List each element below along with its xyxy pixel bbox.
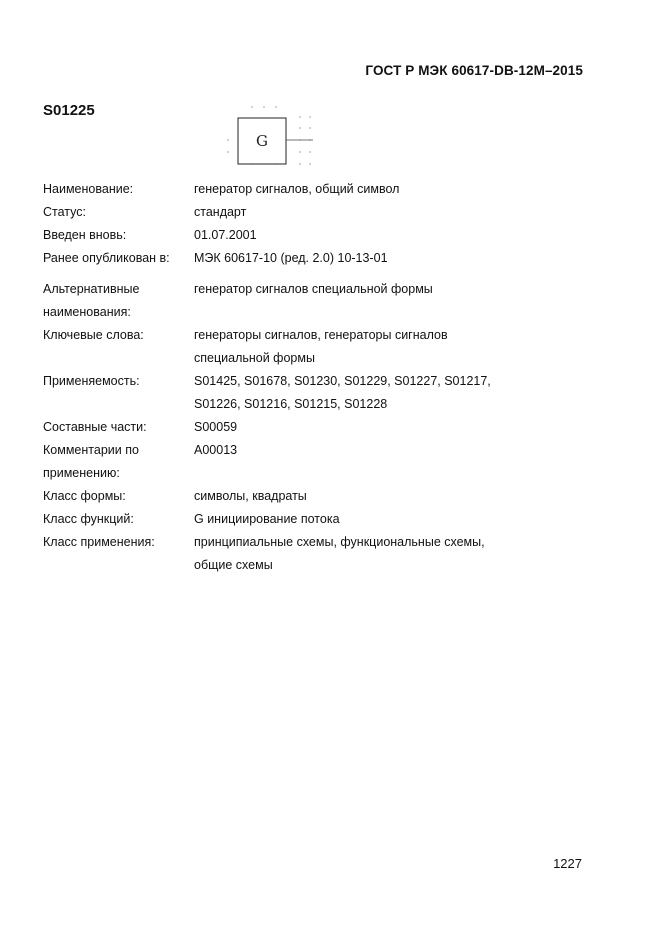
attribute-label: Ключевые слова: (43, 328, 144, 342)
attribute-value: генератор сигналов, общий символ (194, 182, 400, 196)
attribute-row-application-notes (43, 439, 603, 485)
attribute-row-application-class (43, 531, 603, 577)
attribute-row-status (43, 201, 603, 224)
attribute-value: МЭК 60617-10 (ред. 2.0) 10-13-01 (194, 251, 388, 265)
attribute-row-applicability (43, 370, 603, 416)
attribute-row-previously-published (43, 247, 603, 270)
attribute-label: Применяемость: (43, 374, 140, 388)
attribute-label: Класс применения: (43, 535, 155, 549)
attribute-row-introduced (43, 224, 603, 247)
attribute-label: Наименование: (43, 182, 134, 196)
attribute-row-shape-class (43, 485, 603, 508)
attribute-value: S00059 (194, 420, 238, 434)
attribute-label: Составные части: (43, 420, 147, 434)
attribute-value: S01425, S01678, S01230, S01229, S01227, S01217, S01226, S01216, S01215, S01228 (194, 374, 491, 411)
document-header: ГОСТ Р МЭК 60617-DB-12M–2015 (365, 63, 583, 78)
attribute-row-name (43, 178, 603, 201)
attribute-label: Класс формы: (43, 489, 126, 503)
attribute-row-function-class (43, 508, 603, 531)
attribute-label: Статус: (43, 205, 86, 219)
attribute-value: символы, квадраты (194, 489, 307, 503)
attribute-value: G инициирование потока (194, 512, 340, 526)
attribute-row-keywords (43, 324, 603, 370)
symbol-code: S01225 (43, 102, 95, 119)
attribute-label: Класс функций: (43, 512, 134, 526)
symbol-letter: G (256, 132, 268, 150)
attribute-label: Альтернативные наименования: (43, 282, 140, 319)
attribute-row-alternative-names (43, 278, 603, 324)
attribute-value: принципиальные схемы, функциональные схемы, общие схемы (194, 535, 485, 572)
attribute-label: Введен вновь: (43, 228, 127, 242)
attribute-value: генератор сигналов специальной формы (194, 282, 433, 296)
attribute-value: 01.07.2001 (194, 228, 257, 242)
attribute-value: стандарт (194, 205, 247, 219)
attribute-value: A00013 (194, 443, 238, 457)
attribute-label: Комментарии по применению: (43, 443, 139, 480)
attribute-row-components (43, 416, 603, 439)
page-number: 1227 (553, 856, 582, 871)
attribute-label: Ранее опубликован в: (43, 251, 170, 265)
attribute-table (43, 178, 603, 577)
signal-generator-symbol-icon (225, 104, 325, 168)
attribute-value: генераторы сигналов, генераторы сигналов специальной формы (194, 328, 448, 365)
